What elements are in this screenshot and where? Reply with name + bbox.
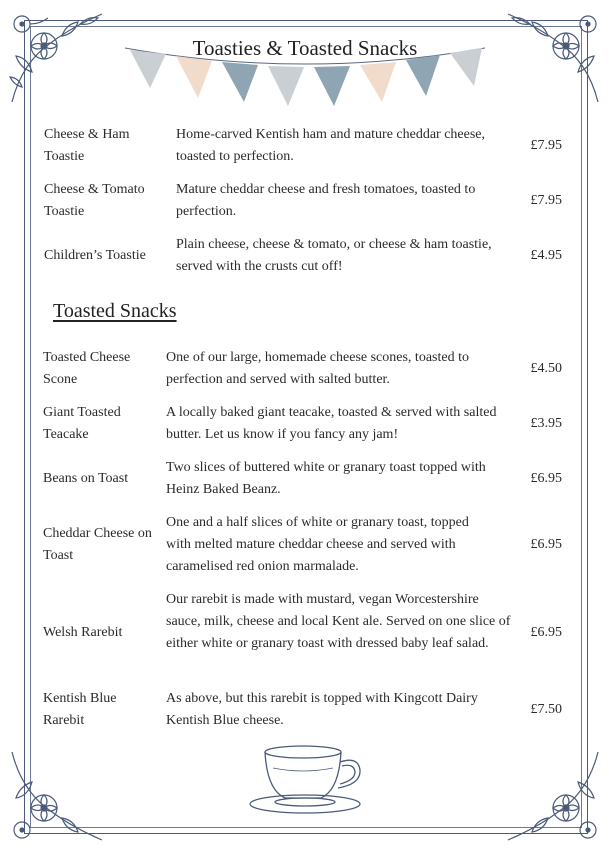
menu-item-description: Plain cheese, cheese & tomato, or cheese & ham toastie, served with the crusts cut off! bbox=[176, 237, 492, 274]
menu-item-name: Giant Toasted Teacake bbox=[43, 405, 121, 442]
menu-item-price: £6.95 bbox=[530, 625, 562, 640]
page-title: Toasties & Toasted Snacks bbox=[192, 36, 418, 60]
menu-item-name: Cheese & Tomato Toastie bbox=[44, 182, 145, 219]
menu-item-price: £3.95 bbox=[530, 416, 562, 431]
menu-item-description: A locally baked giant teacake, toasted & served with salted butter. Let us know if you fancy any jam! bbox=[166, 405, 497, 442]
floral-corner-icon bbox=[2, 742, 112, 852]
teacup-icon bbox=[245, 742, 370, 817]
menu-item-price: £7.95 bbox=[530, 193, 562, 208]
menu-item-name: Welsh Rarebit bbox=[43, 625, 123, 640]
section-heading: Toasted Snacks bbox=[53, 300, 177, 322]
menu-item-price: £4.50 bbox=[530, 361, 562, 376]
menu-item-name: Children’s Toastie bbox=[44, 248, 146, 263]
menu-item-description: Our rarebit is made with mustard, vegan Worcestershire sauce, milk, cheese and local Kent ale. Served on one slice of either white or granary toast with dressed baby leaf salad. bbox=[166, 592, 511, 651]
menu-item-description: Two slices of buttered white or granary toast topped with Heinz Baked Beanz. bbox=[166, 460, 486, 497]
menu-item-name: Beans on Toast bbox=[43, 471, 129, 486]
menu-item-price: £7.95 bbox=[530, 138, 562, 153]
menu-item-price: £6.95 bbox=[530, 537, 562, 552]
menu-item-price: £7.50 bbox=[530, 702, 562, 717]
menu-item-name: Cheese & Ham Toastie bbox=[44, 127, 130, 164]
menu-item-description: One of our large, homemade cheese scones, toasted to perfection and served with salted butter. bbox=[166, 350, 469, 387]
menu-item-description: Home-carved Kentish ham and mature cheddar cheese, toasted to perfection. bbox=[176, 127, 486, 164]
menu-item-name: Cheddar Cheese on Toast bbox=[43, 526, 152, 563]
menu-item-price: £4.95 bbox=[530, 248, 562, 263]
menu-item-price: £6.95 bbox=[530, 471, 562, 486]
menu-item-name: Toasted Cheese Scone bbox=[43, 350, 131, 387]
menu-item-name: Kentish Blue Rarebit bbox=[43, 691, 117, 728]
menu-item-description: As above, but this rarebit is topped with Kingcott Dairy Kentish Blue cheese. bbox=[166, 691, 478, 728]
menu-item-description: One and a half slices of white or granary toast, topped with melted mature cheddar cheese and served with caramelised red onion marmalade. bbox=[166, 515, 469, 574]
floral-corner-icon bbox=[498, 742, 608, 852]
menu-item-description: Mature cheddar cheese and fresh tomatoes, toasted to perfection. bbox=[176, 182, 476, 219]
